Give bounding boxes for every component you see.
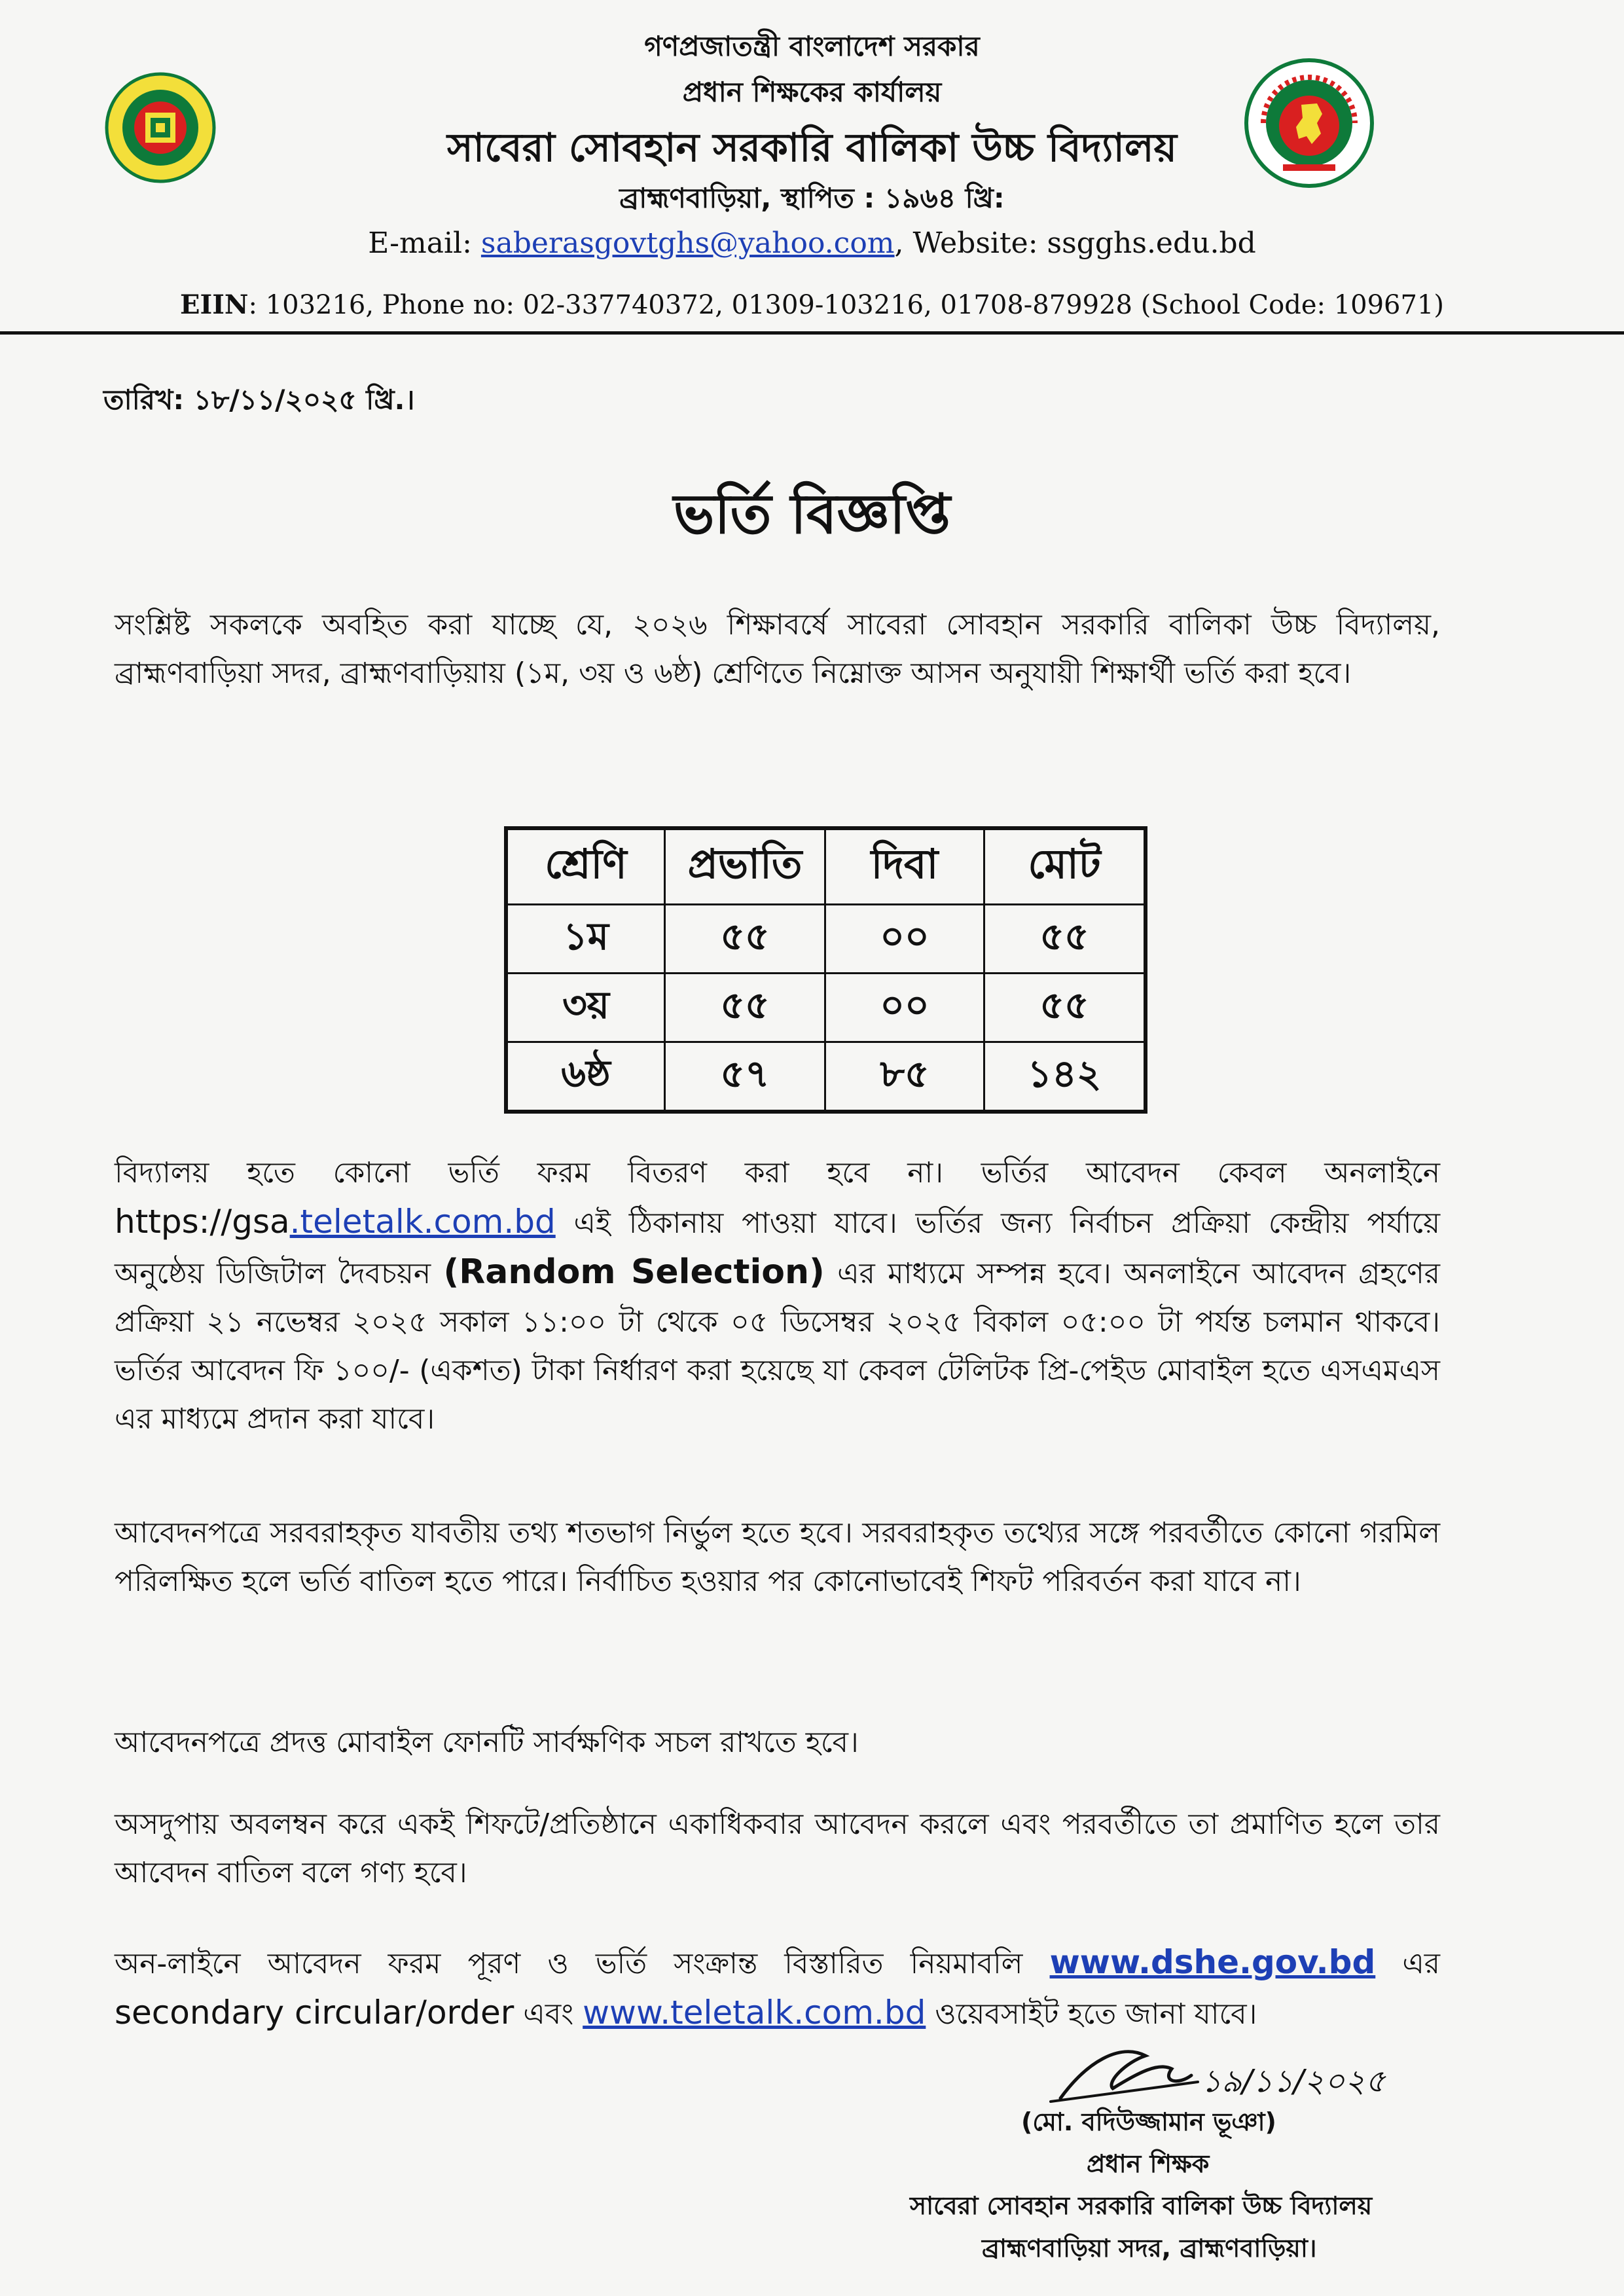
contact-line — [0, 227, 1624, 260]
teletalk-link[interactable]: www.teletalk.com.bd — [583, 1994, 926, 2032]
government-seal-icon — [1244, 58, 1375, 189]
details-paragraph — [115, 1938, 1440, 2039]
application-paragraph — [115, 1149, 1440, 1444]
para2-text-3: এর মাধ্যমে সম্পন্ন হবে। অনলাইনে আবেদন গ্রহণের প্রক্রিয়া ২১ নভেম্বর ২০২৫ সকাল ১১:০০ টা থেকে ০৫ ডিসেম্বর ২০২৫ বিকাল ০৫:০০ টা পর্যন্ত চলমান থাকবে। ভর্তির আবেদন ফি ১০০/- (একশত) টাকা নির্ধারণ করা হয়েছে যা কেবল টেলিটক প্রি-পেইড মোবাইল হতে এসএমএস এর মাধ্যমে প্রদান করা যাবে। — [115, 1257, 1440, 1436]
signatory-designation: প্রধান শিক্ষক — [1087, 2149, 1210, 2178]
govt-heading: গণপ্রজাতন্ত্রী বাংলাদেশ সরকার — [644, 30, 980, 62]
header-divider — [0, 331, 1624, 335]
para6-text-4: এবং — [514, 1997, 583, 2031]
website-text: ssgghs.edu.bd — [1047, 227, 1256, 260]
table-cell: ৬ষ্ঠ — [506, 1042, 665, 1112]
table-cell: ৫৫ — [984, 974, 1146, 1042]
para6-text-5: ওয়েবসাইট হতে জানা যাবে। — [926, 1997, 1257, 2031]
table-cell: ০০ — [825, 974, 984, 1042]
table-header-row — [506, 828, 1146, 905]
signatory-name: (মো. বদিউজ্জামান ভূঞা) — [1021, 2107, 1276, 2136]
table-cell: ৫৭ — [665, 1042, 825, 1112]
notice-title: ভর্তি বিজ্ঞপ্তি — [673, 482, 951, 546]
malpractice-paragraph: অসদুপায় অবলম্বন করে একই শিফটে/প্রতিষ্ঠানে একাধিকবার আবেদন করলে এবং পরবর্তীতে তা প্রমাণিত হলে তার আবেদন বাতিল বলে গণ্য হবে। — [115, 1808, 1440, 1889]
table-cell: ৫৫ — [665, 974, 825, 1042]
email-label: E-mail: — [368, 227, 481, 260]
table-row — [506, 974, 1146, 1042]
para2-text-2: এই ঠিকানায় পাওয়া যাবে। ভর্তির জন্য নির্বাচন প্রক্রিয়া কেন্দ্রীয় পর্যায়ে অনুষ্ঠেয় ডিজিটাল দৈবচয়ন — [115, 1207, 1440, 1290]
notice-date: তারিখ: ১৮/১১/২০২৫ খ্রি.। — [103, 384, 415, 416]
table-row — [506, 1042, 1146, 1112]
intro-paragraph: সংশ্লিষ্ট সকলকে অবহিত করা যাচ্ছে যে, ২০২৬ শিক্ষাবর্ষে সাবেরা সোবহান সরকারি বালিকা উচ্চ বিদ্যালয়, ব্রাহ্মণবাড়িয়া সদর, ব্রাহ্মণবাড়িয়ায় (১ম, ৩য় ও ৬ষ্ঠ) শ্রেণিতে নিম্নোক্ত আসন অনুযায়ী শিক্ষার্থী ভর্তি করা হবে। — [115, 608, 1440, 690]
signature-date: ১৯/১১/২০২৫ — [1201, 2063, 1386, 2100]
table-cell: ৮৫ — [825, 1042, 984, 1112]
gsa-url-link[interactable]: .teletalk.com.bd — [289, 1203, 556, 1241]
para2-text-1: বিদ্যালয় হতে কোনো ভর্তি ফরম বিতরণ করা হবে না। ভর্তির আবেদন কেবল অনলাইনে — [115, 1156, 1440, 1190]
school-logo-icon — [105, 72, 216, 183]
eiin-details: : 103216, Phone no: 02-337740372, 01309-103216, 01708-879928 (School Code: 109671) — [248, 290, 1444, 320]
table-cell: ৫৫ — [984, 905, 1146, 974]
table-cell: ১৪২ — [984, 1042, 1146, 1112]
signatory-place: ব্রাহ্মণবাড়িয়া সদর, ব্রাহ্মণবাড়িয়া। — [982, 2234, 1317, 2263]
col-header-total: মোট — [984, 828, 1146, 905]
table-cell: ৩য় — [506, 974, 665, 1042]
table-cell: ১ম — [506, 905, 665, 974]
random-selection-text: (Random Selection) — [443, 1252, 825, 1292]
table-row — [506, 905, 1146, 974]
dshe-link[interactable]: www.dshe.gov.bd — [1049, 1943, 1376, 1981]
signature-icon — [1047, 2036, 1414, 2108]
table-cell: ০০ — [825, 905, 984, 974]
para6-text-1: অন-লাইনে আবেদন ফরম পূরণ ও ভর্তি সংক্রান্ত বিস্তারিত নিয়মাবলি — [115, 1947, 1050, 1980]
signatory-school: সাবেরা সোবহান সরকারি বালিকা উচ্চ বিদ্যালয় — [910, 2191, 1373, 2220]
school-location: ব্রাহ্মণবাড়িয়া, স্থাপিত : ১৯৬৪ খ্রি: — [619, 182, 1005, 214]
seat-table — [504, 826, 1147, 1114]
col-header-class: শ্রেণি — [506, 828, 665, 905]
para6-text-2: এর — [1375, 1947, 1441, 1980]
gsa-url-prefix: https://gsa — [115, 1203, 290, 1241]
mobile-paragraph: আবেদনপত্রে প্রদত্ত মোবাইল ফোনটি সার্বক্ষণিক সচল রাখতে হবে। — [115, 1726, 859, 1759]
circular-text: secondary circular/order — [115, 1994, 514, 2032]
eiin-label: EIIN — [180, 289, 249, 320]
office-heading: প্রধান শিক্ষকের কার্যালয় — [682, 76, 942, 108]
website-label: , Website: — [894, 227, 1047, 260]
accuracy-paragraph: আবেদনপত্রে সরবরাহকৃত যাবতীয় তথ্য শতভাগ নির্ভুল হতে হবে। সরবরাহকৃত তথ্যের সঙ্গে পরবর্তীতে কোনো গরমিল পরিলক্ষিত হলে ভর্তি বাতিল হতে পারে। নির্বাচিত হওয়ার পর কোনোভাবেই শিফট পরিবর্তন করা যাবে না। — [115, 1516, 1440, 1598]
email-link[interactable]: saberasgovtghs@yahoo.com — [480, 227, 895, 260]
table-cell: ৫৫ — [665, 905, 825, 974]
col-header-morning: প্রভাতি — [665, 828, 825, 905]
eiin-line — [0, 289, 1624, 320]
col-header-day: দিবা — [825, 828, 984, 905]
school-name: সাবেরা সোবহান সরকারি বালিকা উচ্চ বিদ্যালয় — [447, 125, 1177, 171]
